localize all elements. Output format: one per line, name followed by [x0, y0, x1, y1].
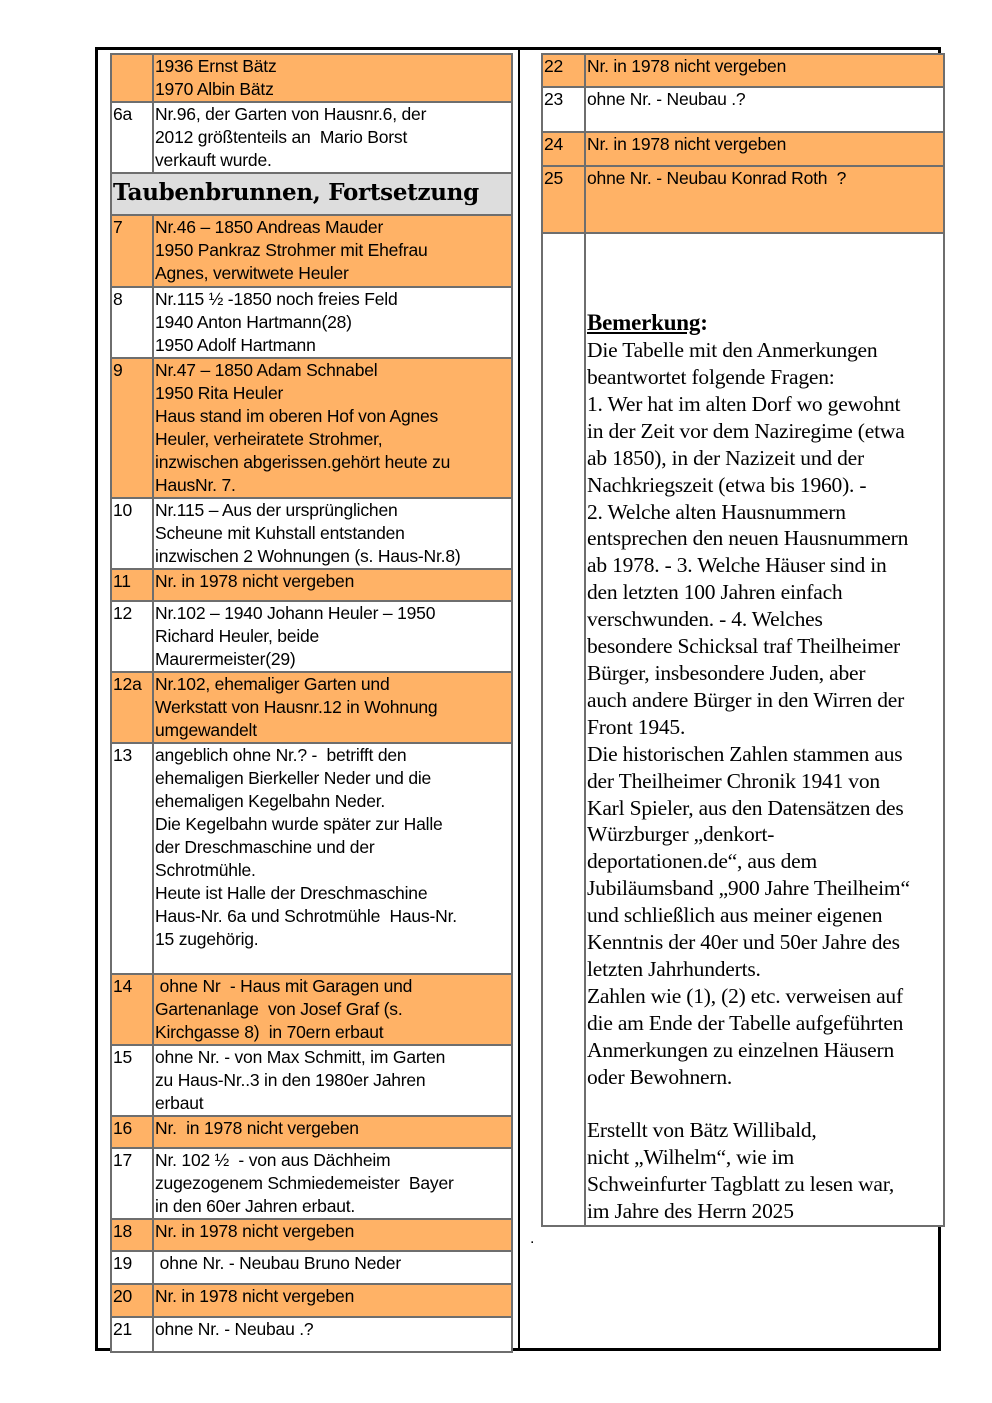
table-row	[111, 569, 512, 601]
house-number-cell	[111, 54, 153, 102]
description-line: ehemaligen Kegelbahn Neder.	[155, 791, 386, 811]
description-line: Die Kegelbahn wurde später zur Halle	[155, 814, 443, 834]
remark-line: Schweinfurter Tagblatt zu lesen war,	[587, 1172, 895, 1197]
description-cell	[153, 1317, 512, 1352]
description-cell	[153, 569, 512, 601]
description-line: ohne Nr. - Neubau .?	[155, 1319, 314, 1339]
left-house-table	[110, 53, 513, 1353]
stray-dot: .	[530, 1230, 535, 1247]
description-line: Nr.115 – Aus der ursprünglichen	[155, 500, 398, 520]
remark-line: beantwortet folgende Fragen:	[587, 365, 835, 390]
description-line: Gartenanlage von Josef Graf (s.	[155, 999, 403, 1019]
remark-line: in der Zeit vor dem Naziregime (etwa	[587, 418, 905, 443]
description-line: Scheune mit Kuhstall entstanden	[155, 523, 405, 543]
remark-line: Nachkriegszeit (etwa bis 1960). -	[587, 472, 867, 497]
description-line: Haus stand im oberen Hof von Agnes	[155, 406, 439, 426]
description-line: Nr. in 1978 nicht vergeben	[587, 56, 787, 76]
section-heading: Taubenbrunnen, Fortsetzung	[111, 173, 512, 215]
description-line: erbaut	[155, 1093, 204, 1113]
remark-line: Erstellt von Bätz Willibald,	[587, 1118, 817, 1143]
description-cell	[153, 1284, 512, 1317]
house-number-cell: 14	[111, 974, 153, 1045]
description-line: Maurermeister(29)	[155, 649, 296, 669]
remark-line	[587, 1090, 943, 1117]
table-row	[111, 1045, 512, 1116]
description-cell	[153, 498, 512, 569]
description-line: Agnes, verwitwete Heuler	[155, 263, 349, 283]
remark-line: Würzburger „denkort-	[587, 822, 775, 847]
remark-line: besondere Schicksal traf Theilheimer	[587, 634, 900, 659]
description-line: 15 zugehörig.	[155, 929, 259, 949]
house-number-cell: 24	[542, 132, 585, 166]
remark-line: Die historischen Zahlen stammen aus	[587, 741, 903, 766]
description-line: Haus-Nr. 6a und Schrotmühle Haus-Nr.	[155, 906, 457, 926]
description-line: Richard Heuler, beide	[155, 626, 320, 646]
description-cell	[153, 358, 512, 498]
description-line: verkauft wurde.	[155, 150, 272, 170]
description-line: Nr.102, ehemaliger Garten und	[155, 674, 390, 694]
description-line: Nr.46 – 1850 Andreas Mauder	[155, 217, 384, 237]
house-number-cell: 15	[111, 1045, 153, 1116]
remark-line: die am Ende der Tabelle aufgeführten	[587, 1010, 904, 1035]
description-line: ehemaligen Bierkeller Neder und die	[155, 768, 432, 788]
remark-line: Die Tabelle mit den Anmerkungen	[587, 338, 878, 363]
remark-line: ab 1850), in der Nazizeit und der	[587, 445, 864, 470]
remark-line: verschwunden. - 4. Welches	[587, 607, 823, 632]
description-line: Nr.47 – 1850 Adam Schnabel	[155, 360, 378, 380]
description-line: 1950 Adolf Hartmann	[155, 335, 316, 355]
house-number-cell: 17	[111, 1148, 153, 1219]
remark-line: oder Bewohnern.	[587, 1064, 733, 1089]
description-cell	[153, 1219, 512, 1251]
remark-line: auch andere Bürger in den Wirren der	[587, 687, 905, 712]
description-cell	[153, 54, 512, 102]
description-cell	[153, 743, 512, 974]
table-row	[111, 215, 512, 287]
remark-line: Anmerkungen zu einzelnen Häusern	[587, 1037, 895, 1062]
description-line: Schrotmühle.	[155, 860, 256, 880]
table-row	[111, 1219, 512, 1251]
description-cell	[153, 1045, 512, 1116]
description-cell	[153, 1251, 512, 1284]
description-line: Nr.102 – 1940 Johann Heuler – 1950	[155, 603, 436, 623]
house-number-cell: 7	[111, 215, 153, 287]
house-number-cell: 11	[111, 569, 153, 601]
description-line: Heuler, verheiratete Strohmer,	[155, 429, 383, 449]
remark-title: Bemerkung	[587, 310, 701, 336]
column-divider	[518, 50, 520, 1350]
house-number-cell: 20	[111, 1284, 153, 1317]
description-line: in den 60er Jahren erbaut.	[155, 1196, 356, 1216]
description-cell	[153, 601, 512, 672]
house-number-cell: 18	[111, 1219, 153, 1251]
description-line: Nr. in 1978 nicht vergeben	[587, 134, 787, 154]
table-row	[542, 166, 944, 233]
house-number-cell: 8	[111, 287, 153, 358]
remark-line: Kenntnis der 40er und 50er Jahre des	[587, 930, 900, 955]
description-line: ohne Nr. - Neubau Bruno Neder	[155, 1253, 401, 1273]
description-line: 1950 Rita Heuler	[155, 383, 284, 403]
remark-line: der Theilheimer Chronik 1941 von	[587, 768, 880, 793]
description-cell	[153, 1116, 512, 1148]
description-cell	[585, 132, 944, 166]
house-number-cell: 22	[542, 54, 585, 87]
remark-line: Bürger, insbesondere Juden, aber	[587, 660, 866, 685]
remark-line: den letzten 100 Jahren einfach	[587, 580, 843, 605]
table-row	[111, 1148, 512, 1219]
remark-line: Zahlen wie (1), (2) etc. verweisen auf	[587, 983, 903, 1008]
description-line: ohne Nr. - Neubau Konrad Roth ?	[587, 168, 847, 188]
table-row	[111, 974, 512, 1045]
remark-title-colon: :	[700, 310, 708, 336]
remark-line: 2. Welche alten Hausnummern	[587, 499, 846, 524]
table-row	[111, 672, 512, 743]
description-line: Nr. 102 ½ - von aus Dächheim	[155, 1150, 391, 1170]
description-cell	[153, 1148, 512, 1219]
description-line: angeblich ohne Nr.? - betrifft den	[155, 745, 407, 765]
description-cell	[585, 87, 944, 132]
house-number-cell: 25	[542, 166, 585, 233]
description-cell	[153, 287, 512, 358]
house-number-cell: 19	[111, 1251, 153, 1284]
table-row	[111, 601, 512, 672]
description-line: umgewandelt	[155, 720, 257, 740]
description-line: Kirchgasse 8) in 70ern erbaut	[155, 1022, 384, 1042]
house-number-cell: 12a	[111, 672, 153, 743]
table-row	[111, 102, 512, 173]
remark-line: Jubiläumsband „900 Jahre Theilheim“	[587, 876, 910, 901]
description-line: Nr. in 1978 nicht vergeben	[155, 1286, 355, 1306]
description-line: Nr. in 1978 nicht vergeben	[155, 1118, 359, 1138]
remark-line: 1. Wer hat im alten Dorf wo gewohnt	[587, 391, 901, 416]
house-number-cell: 21	[111, 1317, 153, 1352]
right-house-table	[541, 53, 945, 1227]
table-row	[111, 54, 512, 102]
description-line: ohne Nr - Haus mit Garagen und	[155, 976, 413, 996]
description-cell	[585, 54, 944, 87]
description-cell	[585, 166, 944, 233]
house-number-cell: 9	[111, 358, 153, 498]
description-line: Nr. in 1978 nicht vergeben	[155, 571, 355, 591]
description-cell	[153, 974, 512, 1045]
table-row	[111, 358, 512, 498]
description-line: zugezogenem Schmiedemeister Bayer	[155, 1173, 454, 1193]
table-row	[111, 1317, 512, 1352]
description-line: Nr.115 ½ -1850 noch freies Feld	[155, 289, 398, 309]
description-line: Heute ist Halle der Dreschmaschine	[155, 883, 428, 903]
description-line: ohne Nr. - Neubau .?	[587, 89, 746, 109]
description-line: 1950 Pankraz Strohmer mit Ehefrau	[155, 240, 428, 260]
table-row	[111, 1284, 512, 1317]
table-row	[111, 498, 512, 569]
description-line: 2012 größtenteils an Mario Borst	[155, 127, 408, 147]
remark-line: Front 1945.	[587, 714, 686, 739]
description-cell	[153, 102, 512, 173]
remark-line: ab 1978. - 3. Welche Häuser sind in	[587, 553, 887, 578]
description-line: der Dreschmaschine und der	[155, 837, 375, 857]
table-row	[111, 1251, 512, 1284]
description-line: inzwischen abgerissen.gehört heute zu	[155, 452, 451, 472]
empty-number-cell	[542, 233, 585, 1226]
house-number-cell: 6a	[111, 102, 153, 173]
table-row	[542, 87, 944, 132]
house-number-cell: 16	[111, 1116, 153, 1148]
remark-row	[542, 233, 944, 1226]
description-line: Werkstatt von Hausnr.12 in Wohnung	[155, 697, 438, 717]
remark-line: im Jahre des Herrn 2025	[587, 1199, 794, 1224]
description-line: inzwischen 2 Wohnungen (s. Haus-Nr.8)	[155, 546, 461, 566]
table-row	[542, 54, 944, 87]
description-line: HausNr. 7.	[155, 475, 236, 495]
table-row	[111, 1116, 512, 1148]
table-row	[111, 743, 512, 974]
description-line: Nr.96, der Garten von Hausnr.6, der	[155, 104, 427, 124]
description-line: zu Haus-Nr..3 in den 1980er Jahren	[155, 1070, 426, 1090]
remark-line: deportationen.de“, aus dem	[587, 849, 818, 874]
remark-line: entsprechen den neuen Hausnummern	[587, 526, 909, 551]
section-heading-row	[111, 173, 512, 215]
remark-line: und schließlich aus meiner eigenen	[587, 903, 883, 928]
remark-line: letzten Jahrhunderts.	[587, 956, 761, 981]
description-line: 1936 Ernst Bätz	[155, 56, 277, 76]
description-cell	[153, 672, 512, 743]
description-line: Nr. in 1978 nicht vergeben	[155, 1221, 355, 1241]
remark-line: Karl Spieler, aus den Datensätzen des	[587, 795, 904, 820]
house-number-cell: 23	[542, 87, 585, 132]
remark-line: nicht „Wilhelm“, wie im	[587, 1145, 795, 1170]
table-row	[111, 287, 512, 358]
house-number-cell: 13	[111, 743, 153, 974]
description-cell	[153, 215, 512, 287]
description-line: ohne Nr. - von Max Schmitt, im Garten	[155, 1047, 446, 1067]
table-row	[542, 132, 944, 166]
remark-cell	[585, 233, 944, 1226]
house-number-cell: 12	[111, 601, 153, 672]
house-number-cell: 10	[111, 498, 153, 569]
description-line: 1940 Anton Hartmann(28)	[155, 312, 352, 332]
description-line: 1970 Albin Bätz	[155, 79, 274, 99]
